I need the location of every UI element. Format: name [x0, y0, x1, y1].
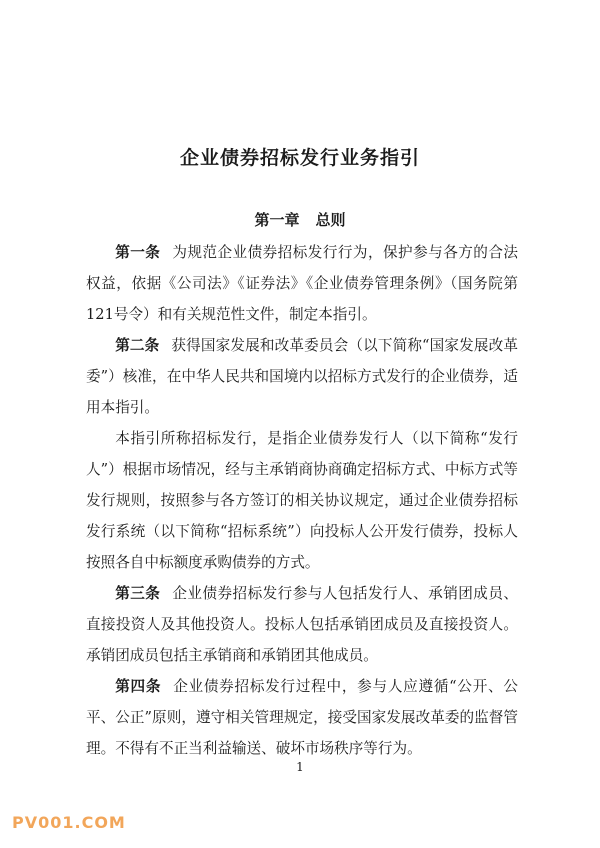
paragraph-text: 企业债券招标发行过程中，参与人应遵循“公开、公平、公正”原则，遵守相关管理规定，接受国家发展改革委的监督管理。不得有不正当利益输送、破坏市场秩序等行为。	[86, 678, 518, 757]
paragraph-text: 企业债券招标发行参与人包括发行人、承销团成员、直接投资人及其他投资人。投标人包括承销团成员及直接投资人。承销团成员包括主承销商和承销团其他成员。	[86, 585, 518, 664]
paragraph-text: 本指引所称招标发行，是指企业债券发行人（以下简称“发行人”）根据市场情况，经与主承销商协商确定招标方式、中标方式等发行规则，按照参与各方签订的相关协议规定，通过企业债券招标发行系统（以下简称“招标系统”）向投标人公开发行债券，投标人按照各自中标额度承购债券的方式。	[86, 430, 518, 571]
chapter-number: 第一章	[254, 211, 300, 229]
document-body	[86, 237, 518, 764]
site-watermark: PV001.COM	[12, 813, 126, 832]
paragraph-article-1	[86, 237, 518, 330]
paragraph-article-4	[86, 671, 518, 764]
paragraph-text: 获得国家发展和改革委员会（以下简称“国家发展改革委”）核准，在中华人民共和国境内以招标方式发行的企业债券，适用本指引。	[86, 337, 518, 416]
paragraph-text: 为规范企业债券招标发行行为，保护参与各方的合法权益，依据《公司法》《证券法》《企业债券管理条例》（国务院第121号令）和有关规范性文件，制定本指引。	[86, 244, 518, 323]
paragraph-article-3	[86, 578, 518, 671]
chapter-heading	[0, 209, 600, 230]
article-label: 第三条	[115, 585, 161, 602]
document-title: 企业债券招标发行业务指引	[179, 147, 420, 169]
paragraph-definition	[86, 423, 518, 578]
article-label: 第四条	[115, 678, 162, 695]
page-number: 1	[296, 760, 304, 774]
article-label: 第二条	[115, 337, 160, 354]
chapter-name: 总则	[315, 211, 346, 229]
article-label: 第一条	[115, 244, 161, 261]
paragraph-article-2	[86, 330, 518, 423]
